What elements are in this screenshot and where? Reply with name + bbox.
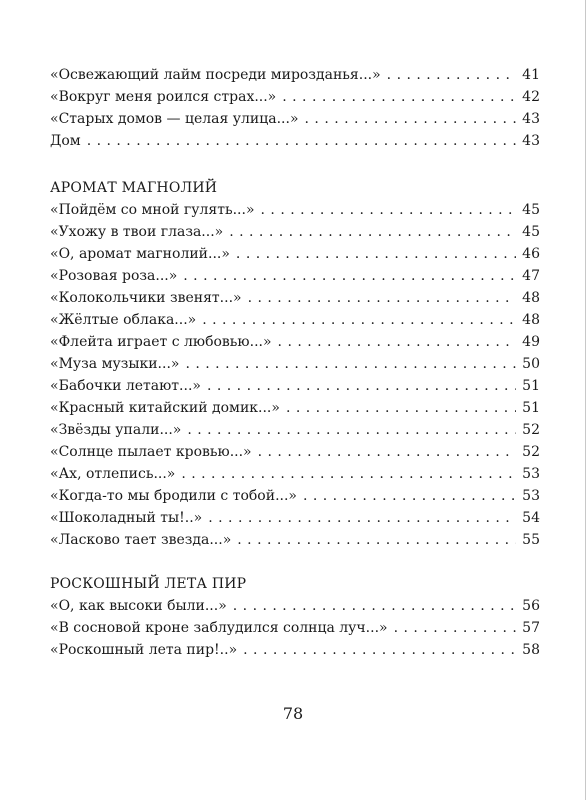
toc-entry-page: 58	[522, 642, 540, 658]
toc-entry-page: 53	[522, 466, 540, 482]
dot-leader	[237, 529, 516, 551]
toc-entry-title: «О, аромат магнолий...»	[50, 246, 230, 262]
toc-entry-title: «Вокруг меня роился страх...»	[50, 89, 277, 105]
dot-leader	[286, 397, 516, 419]
toc-entry-page: 52	[522, 444, 540, 460]
toc-entry-title: «О, как высоки были...»	[50, 598, 227, 614]
toc-entry-page: 45	[522, 202, 540, 218]
toc-entry-page: 50	[522, 356, 540, 372]
dot-leader	[185, 353, 516, 375]
toc-entry-title: «Роскошный лета пир!..»	[50, 642, 238, 658]
toc-entry	[50, 353, 540, 375]
toc-entry	[50, 485, 540, 507]
toc-entry	[50, 375, 540, 397]
toc-entry-title: «Жёлтые облака...»	[50, 312, 197, 328]
toc-entry-page: 55	[522, 532, 540, 548]
toc-section-aromat-magnoliy	[50, 177, 540, 551]
toc-entry-page: 47	[522, 268, 540, 284]
toc-entry	[50, 108, 540, 130]
toc-entry-title: «Розовая роза...»	[50, 268, 178, 284]
toc-entry-page: 52	[522, 422, 540, 438]
toc-entry-page: 46	[522, 246, 540, 262]
toc-entry-title: «Освежающий лайм посреди мирозданья...»	[50, 67, 381, 83]
toc-entry-title: «Солнце пылает кровью...»	[50, 444, 252, 460]
dot-leader	[229, 221, 516, 243]
toc-entry-page: 51	[522, 378, 540, 394]
dot-leader	[87, 130, 516, 152]
dot-leader	[261, 199, 516, 221]
dot-leader	[305, 108, 516, 130]
toc-entry	[50, 287, 540, 309]
toc-entry	[50, 529, 540, 551]
dot-leader	[258, 441, 516, 463]
dot-leader	[181, 463, 516, 485]
toc-entry-title: «В сосновой кроне заблудился солнца луч...»	[50, 620, 388, 636]
dot-leader	[187, 419, 516, 441]
toc-entry-title: «Красный китайский домик...»	[50, 400, 280, 416]
toc-entry-page: 45	[522, 224, 540, 240]
section-entries	[50, 595, 540, 661]
dot-leader	[387, 64, 516, 86]
dot-leader	[208, 507, 516, 529]
toc-section-roskoshny-leta-pir	[50, 573, 540, 661]
toc-entry-page: 53	[522, 488, 540, 504]
toc-entry	[50, 463, 540, 485]
toc-entry	[50, 595, 540, 617]
toc-entry	[50, 507, 540, 529]
section-heading: РОСКОШНЫЙ ЛЕТА ПИР	[50, 576, 247, 592]
toc-entry	[50, 331, 540, 353]
dot-leader	[282, 86, 516, 108]
toc-entry-page: 57	[522, 620, 540, 636]
toc-entry-title: «Колокольчики звенят...»	[50, 290, 242, 306]
toc-entry	[50, 639, 540, 661]
toc-entry	[50, 199, 540, 221]
dot-leader	[248, 287, 516, 309]
toc-entry-title: «Звёзды упали...»	[50, 422, 182, 438]
section-entries	[50, 199, 540, 551]
toc-entry-title: «Ухожу в твои глаза...»	[50, 224, 224, 240]
toc-entry-title: «Когда-то мы бродили с тобой...»	[50, 488, 297, 504]
toc-entry-page: 48	[522, 312, 540, 328]
toc-entry-page: 43	[522, 111, 540, 127]
toc-entry	[50, 441, 540, 463]
toc-entry-page: 48	[522, 290, 540, 306]
dot-leader	[233, 595, 516, 617]
toc-entry-page: 56	[522, 598, 540, 614]
toc-entry-page: 42	[522, 89, 540, 105]
dot-leader	[303, 485, 516, 507]
toc-entry	[50, 309, 540, 331]
toc-entry-title: «Флейта играет с любовью...»	[50, 334, 272, 350]
toc-entry-title: «Бабочки летают...»	[50, 378, 201, 394]
toc-continued-block	[50, 64, 540, 152]
dot-leader	[202, 309, 516, 331]
dot-leader	[236, 243, 516, 265]
toc-entry-title: «Шоколадный ты!..»	[50, 510, 203, 526]
toc-entry-title: «Старых домов — целая улица...»	[50, 111, 299, 127]
toc-entry	[50, 265, 540, 287]
toc-entry	[50, 86, 540, 108]
toc-entry-title: «Ласково тает звезда...»	[50, 532, 232, 548]
toc-entry-page: 49	[522, 334, 540, 350]
page-number: 78	[282, 704, 304, 723]
toc-entry-page: 41	[522, 67, 540, 83]
toc-entry-title: «Муза музыки...»	[50, 356, 180, 372]
dot-leader	[243, 639, 516, 661]
toc-entry-page: 43	[522, 133, 540, 149]
section-heading: АРОМАТ МАГНОЛИЙ	[50, 180, 218, 196]
toc-entry-title: «Пойдём со мной гулять...»	[50, 202, 255, 218]
toc-entry-title: «Ах, отлепись...»	[50, 466, 176, 482]
toc-entry	[50, 130, 540, 152]
toc-entry	[50, 617, 540, 639]
dot-leader	[394, 617, 516, 639]
toc-entry	[50, 397, 540, 419]
toc-entry	[50, 419, 540, 441]
dot-leader	[183, 265, 516, 287]
toc-entry-title: Дом	[50, 133, 81, 149]
dot-leader	[278, 331, 516, 353]
dot-leader	[207, 375, 516, 397]
toc-entry	[50, 64, 540, 86]
toc-entry-page: 51	[522, 400, 540, 416]
toc-entry-page: 54	[522, 510, 540, 526]
toc-entry	[50, 243, 540, 265]
toc-entry	[50, 221, 540, 243]
